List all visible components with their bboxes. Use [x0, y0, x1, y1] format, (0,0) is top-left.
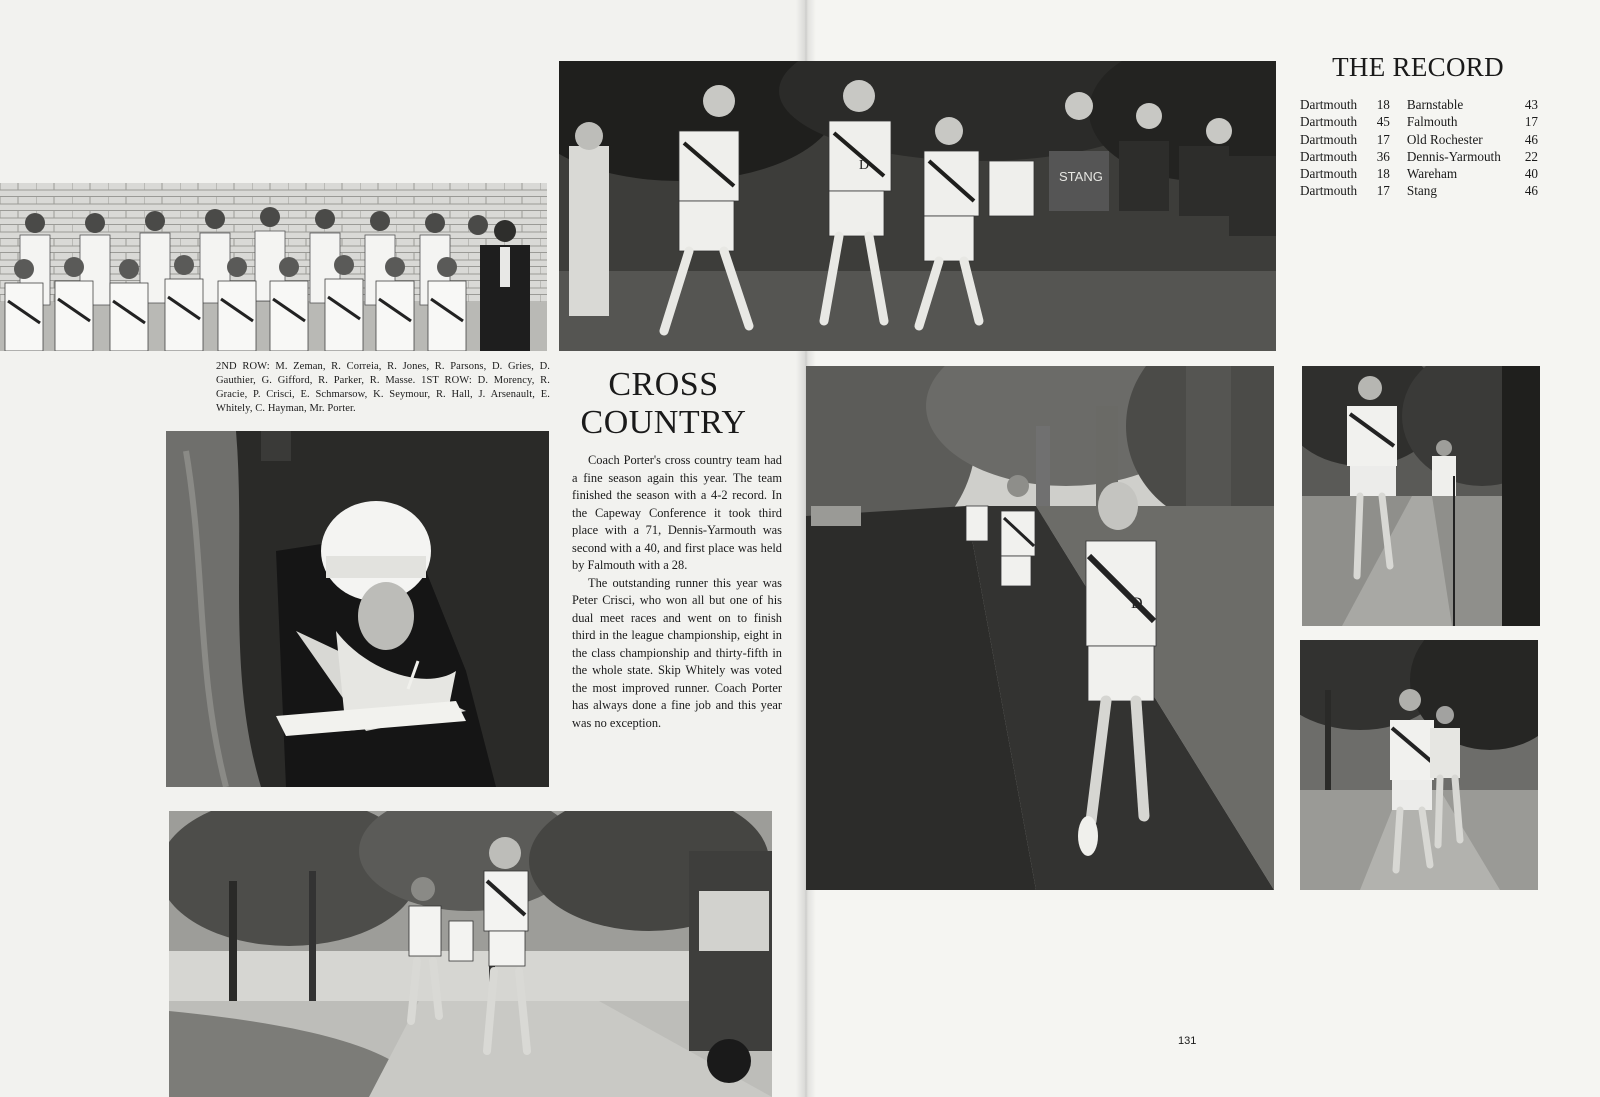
- opponent-name: Old Rochester: [1406, 131, 1483, 147]
- trail-runner-photo-top: [1302, 366, 1540, 626]
- opponent-name: Barnstable: [1406, 97, 1464, 112]
- bib-letter: D: [1131, 595, 1143, 612]
- section-title: [566, 366, 761, 442]
- table-row: [1300, 131, 1538, 148]
- section-title-line1: CROSS: [608, 366, 719, 403]
- table-row: [1300, 182, 1538, 199]
- table-row: [1300, 96, 1538, 113]
- team-name: Dartmouth: [1300, 114, 1358, 130]
- team-name: Dartmouth: [1300, 148, 1358, 164]
- team-score: 18: [1376, 97, 1390, 112]
- opponent-name: Stang: [1406, 183, 1437, 199]
- opponent-score: 46: [1524, 183, 1538, 199]
- team-score: 17: [1376, 183, 1390, 199]
- trail-runner-photo-bottom: [1300, 640, 1538, 890]
- team-name: Dartmouth: [1300, 166, 1358, 182]
- table-row: [1300, 148, 1538, 165]
- opponent-score: 46: [1524, 131, 1538, 147]
- opponent-score: 43: [1524, 97, 1538, 112]
- record-title: THE RECORD: [1332, 52, 1504, 82]
- table-row: [1300, 165, 1538, 182]
- table-row: [1300, 113, 1538, 130]
- bib-letter: D: [859, 158, 870, 173]
- team-name: Dartmouth: [1300, 97, 1358, 112]
- opponent-score: 22: [1524, 148, 1538, 164]
- record-table: [1300, 96, 1538, 200]
- stang-shirt-text: STANG: [1059, 169, 1103, 184]
- team-photo: [0, 183, 547, 351]
- race-start-photo: [559, 61, 1276, 351]
- team-score: 45: [1376, 114, 1390, 130]
- coach-photo: [166, 431, 549, 787]
- article-paragraph: The outstanding runner this year was Peter Crisci, who won all but one of his dual meet races and went on to finish third in the league championship, eight in the class championship and thirty-fifth in the whole state. Skip Whitely was voted the most improved runner. Coach Porter has always done a fine job and this year was no exception.: [572, 575, 782, 730]
- opponent-score: 17: [1524, 114, 1538, 130]
- opponent-score: 40: [1524, 166, 1538, 182]
- team-name: Dartmouth: [1300, 183, 1358, 199]
- opponent-name: Falmouth: [1406, 114, 1458, 130]
- article-paragraph: Coach Porter's cross country team had a fine season again this year. The team finished the season with a 4-2 record. In the Capeway Conference it took third place with a 71, Dennis-Yarmouth was second with a 40, and first place was held by Falmouth with a 28.: [572, 453, 782, 572]
- opponent-name: Wareham: [1406, 166, 1458, 182]
- team-score: 17: [1376, 131, 1390, 147]
- opponent-name: Dennis-Yarmouth: [1406, 148, 1501, 164]
- page-number: 131: [1178, 1035, 1197, 1047]
- road-runner-photo: [806, 366, 1274, 890]
- team-score: 36: [1376, 148, 1390, 164]
- street-runners-photo: [169, 811, 772, 1097]
- team-name: Dartmouth: [1300, 131, 1358, 147]
- team-photo-caption: 2ND ROW: M. Zeman, R. Correia, R. Jones, R. Parsons, D. Gries, D. Gauthier, G. Gifford, R. Parker, R. Masse. 1ST ROW: D. Morency, R. Gracie, P. Crisci, E. Schmarsow, K. Seymour, R. Hall, J. Arsenault, E. Whitely, C. Hayman, Mr. Porter.: [216, 361, 550, 414]
- article-body: [572, 452, 782, 732]
- team-score: 18: [1376, 166, 1390, 182]
- section-title-line2: COUNTRY: [580, 404, 747, 441]
